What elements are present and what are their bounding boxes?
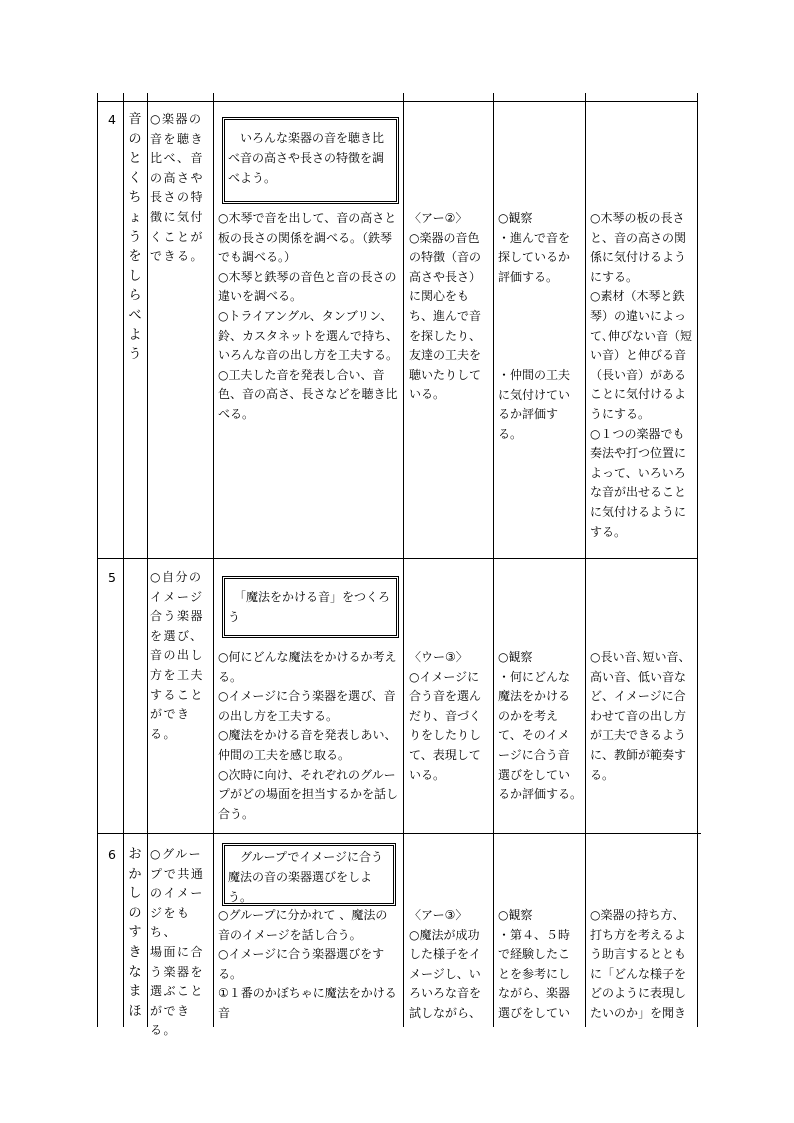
unit-title-char: ち [128, 190, 142, 206]
row-border-5-6 [97, 833, 701, 834]
col-border [213, 101, 214, 1027]
unit-title-char: ょ [128, 209, 142, 225]
unit-title-char: な [128, 964, 142, 980]
evaluation-criteria: 〈アー②〉 ○楽器の音色の特徴（音の高さや長さ）に関心をもち、進んで音を探したり、友達の工夫を聴いたりしている。 [409, 211, 482, 402]
grid-tick [147, 93, 148, 101]
row-border-top [97, 101, 698, 102]
unit-title-char: を [128, 249, 142, 265]
teacher-support: ○長い音､短い音、高い音、低い音など、イメージに合わせて音の出し方が工夫できるように、教師が範奏する。 [590, 650, 691, 782]
lesson-objective: ○グルー プで共通 のイメー ジをもち、 場面に合 う楽器を 選ぶこと ができる。 [150, 847, 205, 1038]
unit-title-char: べ [128, 307, 142, 323]
grid-tick [97, 93, 98, 101]
evaluation-method: ○観察 ・何にどんな 魔法をかける のかを考え て、そのイメ ージに合う音 選びをしてい るか評価する。 [498, 650, 583, 802]
teacher-support: ○楽器の持ち方、打ち方を考えるよう助言するとともに「どんな様子をどのように表現したいのか」を聞き [590, 908, 687, 1020]
unit-title-char: ほ [128, 1003, 142, 1019]
unit-title-char: と [128, 151, 142, 167]
unit-title-char: か [128, 866, 142, 882]
learning-activities: ○木琴で音を出して、音の高さと板の長さの関係を調べる。（鉄琴でも調べる。） ○木琴と鉄琴の音色と音の長さの違いを調べる。 ○トライアングル、タンブリン、鈴、カスタネットを選んで持ち、いろんな音の出し方を工夫する。 ○工夫した音を発表し合い、音色、音の高さ、長さなどを聴き比べる。 [218, 211, 399, 421]
unit-title-char: く [128, 170, 142, 186]
col-border [97, 101, 98, 1027]
evaluation-criteria: 〈アー③〉 ○魔法が成功した様子をイメージし、いろいろな音を試しながら、 [409, 908, 482, 1020]
grid-tick [697, 93, 698, 101]
unit-title-char: す [128, 925, 142, 941]
evaluation-method: ○観察 ・第４、５時 で経験したこ とを参考にし ながら、楽器 選びをしてい [498, 908, 571, 1020]
learning-activities: ○何にどんな魔法をかけるか考える。 ○イメージに合う楽器を選び、音の出し方を工夫する。 ○魔法をかける音を発表しあい、仲間の工夫を感じ取る。 ○次時に向け、それぞれのグループがどの場面を担当するかを話し合う。 [218, 650, 399, 821]
grid-tick [493, 93, 494, 101]
evaluation-criteria: 〈ウー③〉 ○イメージに合う音を選んだり、音づくりをしたりして、表現している。 [409, 650, 482, 782]
unit-title-vertical [127, 845, 143, 1021]
grid-tick [213, 93, 214, 101]
unit-title-char: ら [128, 288, 142, 304]
unit-title-char: し [128, 886, 142, 902]
evaluation-method: ○観察 ・進んで音を 探しているか 評価する。 [498, 211, 571, 284]
unit-title-char: 音 [128, 112, 142, 127]
task-heading-box: 「魔法をかける音」をつくろう [222, 576, 399, 638]
learning-activities: ○グループに分かれて 、魔法の音のイメージを話し合う。 ○イメージに合う楽器選びをする。 ①１番のかぼちゃに魔法をかける音 [218, 908, 397, 1020]
col-border [403, 101, 404, 1027]
row-border-4-5 [97, 558, 698, 559]
col-border [123, 101, 124, 1027]
teacher-support: ○木琴の板の長さと、音の高さの関係に気付けるようにする。 ○素材（木琴と鉄琴）の違いによって､伸びない音（短い音）と伸びる音（長い音）があることに気付けるようにする。 ○１つの楽器でも奏法や打つ位置によって、いろいろな音が出せることに気付けるようにする。 [590, 211, 693, 539]
unit-title-char: よ [128, 327, 142, 343]
col-border [585, 101, 586, 1027]
evaluation-method-followup: ・仲間の工夫 に気付けてい るか評価す る。 [498, 368, 571, 441]
unit-title-char: し [128, 268, 142, 284]
col-border [147, 101, 148, 1027]
unit-title-vertical [127, 110, 143, 365]
unit-title-char: う [128, 229, 142, 245]
unit-title-char: の [128, 905, 142, 921]
unit-title-char: う [128, 347, 142, 363]
task-heading-box: いろんな楽器の音を聴き比べ音の高さや長さの特徴を調べよう。 [222, 117, 399, 204]
unit-title-char: き [128, 944, 142, 960]
lesson-number: 4 [108, 112, 116, 127]
lesson-number: 6 [108, 847, 116, 862]
grid-tick [585, 93, 586, 101]
task-heading-box: グループでイメージに合う魔法の音の楽器選びをしよう。 [222, 843, 396, 906]
lesson-number: 5 [108, 570, 116, 585]
lesson-objective: ○楽器の 音を聴き 比べ、音 の高さや 長さの特 徴に気付 くことが できる。 [150, 112, 205, 264]
unit-title-char: お [128, 847, 142, 862]
lesson-objective: ○自分の イメージ 合う楽器 を選び、 音の出し 方を工夫 すること ができる。 [150, 570, 205, 741]
unit-title-char: ま [128, 984, 142, 1000]
col-border [697, 101, 698, 1027]
grid-tick [123, 93, 124, 101]
unit-title-char: の [128, 131, 142, 147]
grid-tick [403, 93, 404, 101]
col-border [493, 101, 494, 1027]
